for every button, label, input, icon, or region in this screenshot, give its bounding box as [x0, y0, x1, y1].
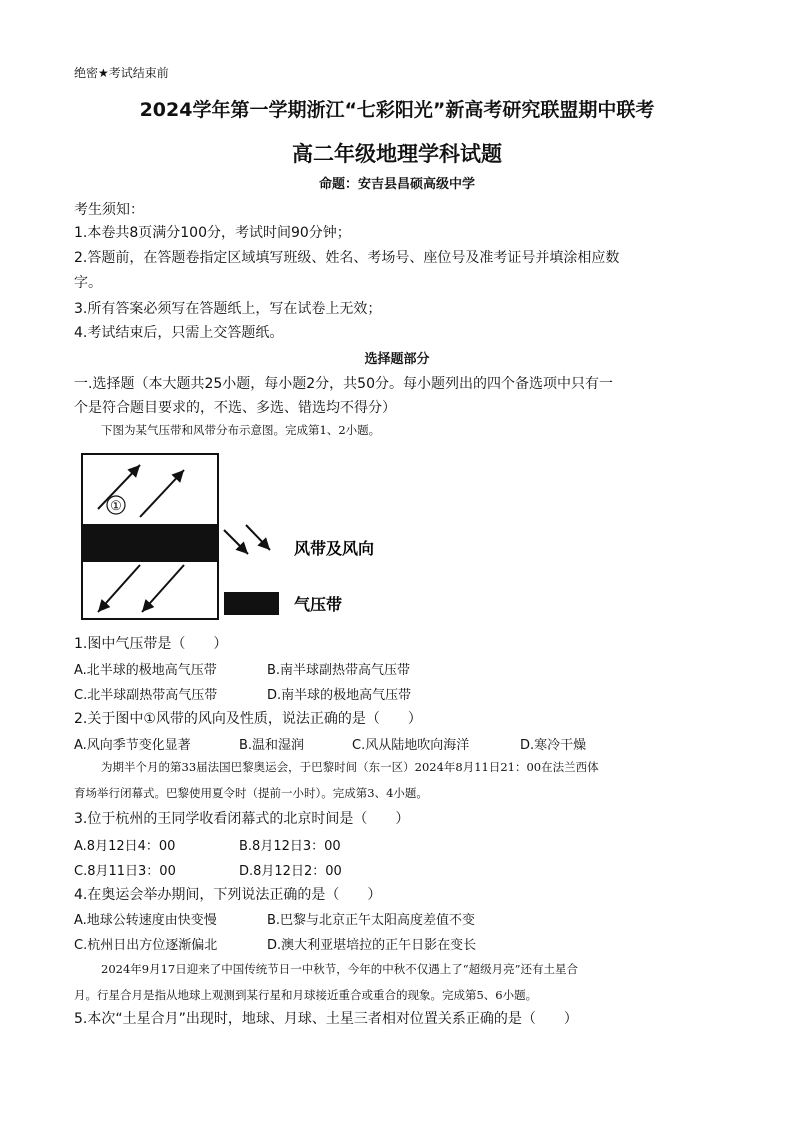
- option-a: A.北半球的极地高气压带: [74, 663, 217, 678]
- passage-paragraph: 2024年9月17日迎来了中国传统节日一中秋节，今年的中秋不仅遇上了“超级月亮”还有土星合: [101, 962, 578, 976]
- notice-heading: 考生须知：: [74, 202, 144, 218]
- option-a: A.风向季节变化显著: [74, 738, 191, 753]
- option-b: B.温和湿润: [239, 738, 305, 753]
- option-b: B.南半球副热带高气压带: [267, 663, 411, 678]
- option-a: A.地球公转速度由快变慢: [74, 913, 217, 928]
- section-title: 选择题部分: [364, 352, 430, 367]
- section-intro: 一.选择题（本大题共25小题，每小题2分，共50分。每小题列出的四个备选项中只有一: [74, 376, 613, 392]
- notice-item: 1.本卷共8页满分100分，考试时间90分钟；: [74, 225, 351, 241]
- legend-wind-label: 风带及风向: [294, 539, 375, 558]
- passage-paragraph: 育场举行闭幕式。巴黎使用夏令时（提前一小时）。完成第3、4小题。: [74, 786, 428, 800]
- wind-arrow-upper: [140, 470, 184, 517]
- wind-arrow-lower: [142, 565, 184, 612]
- belt-marker: ①: [110, 499, 122, 514]
- author-line: 命题：安吉县昌硕高级中学: [318, 177, 475, 192]
- figure-caption: 下图为某气压带和风带分布示意图。完成第1、2小题。: [101, 423, 381, 437]
- legend-pressure-label: 气压带: [294, 595, 343, 614]
- option-c: C.杭州日出方位逐渐偏北: [74, 938, 218, 953]
- notice-item: 字。: [74, 275, 102, 291]
- option-b: B.巴黎与北京正午太阳高度差值不变: [267, 913, 476, 928]
- question-stem: 3.位于杭州的王同学收看闭幕式的北京时间是（ ）: [74, 811, 410, 827]
- question-stem: 1.图中气压带是（ ）: [74, 636, 228, 652]
- option-b: B.8月12日3：00: [239, 839, 341, 854]
- option-c: C.北半球副热带高气压带: [74, 688, 218, 703]
- option-a: A.8月12日4：00: [74, 839, 176, 854]
- legend-wind-arrow: [224, 530, 248, 554]
- notice-item: 4.考试结束后，只需上交答题纸。: [74, 325, 284, 341]
- question-stem: 4.在奥运会举办期间，下列说法正确的是（ ）: [74, 887, 382, 903]
- diagram-svg: [76, 452, 396, 622]
- wind-arrow-lower: [98, 565, 140, 612]
- passage-paragraph: 为期半个月的第33届法国巴黎奥运会，于巴黎时间（东一区）2024年8月11日21：00在法兰西体: [101, 760, 599, 774]
- option-d: D.8月12日2：00: [239, 864, 342, 879]
- confidential-mark: 绝密★考试结束前: [74, 66, 169, 80]
- legend-pressure-swatch: [224, 592, 279, 615]
- legend-wind-arrow: [246, 525, 270, 550]
- option-d: D.澳大利亚堪培拉的正午日影在变长: [267, 938, 477, 953]
- option-c: C.8月11日3：00: [74, 864, 176, 879]
- exam-title: 2024学年第一学期浙江“七彩阳光”新高考研究联盟期中联考: [139, 99, 655, 121]
- passage-paragraph: 月。行星合月是指从地球上观测到某行星和月球接近重合或重合的现象。完成第5、6小题。: [74, 988, 538, 1002]
- question-stem: 5.本次“土星合月”出现时，地球、月球、土星三者相对位置关系正确的是（ ）: [74, 1011, 578, 1027]
- notice-item: 2.答题前，在答题卷指定区域填写班级、姓名、考场号、座位号及准考证号并填涂相应数: [74, 250, 620, 266]
- question-stem: 2.关于图中①风带的风向及性质，说法正确的是（ ）: [74, 711, 422, 727]
- option-d: D.寒冷干燥: [520, 738, 587, 753]
- option-d: D.南半球的极地高气压带: [267, 688, 412, 703]
- pressure-belt: [82, 524, 218, 562]
- section-intro: 个是符合题目要求的，不选、多选、错选均不得分）: [74, 400, 396, 416]
- exam-subtitle: 高二年级地理学科试题: [292, 142, 502, 166]
- option-c: C.风从陆地吹向海洋: [352, 738, 470, 753]
- wind-pressure-diagram: [76, 452, 396, 622]
- notice-item: 3.所有答案必须写在答题纸上，写在试卷上无效；: [74, 301, 382, 317]
